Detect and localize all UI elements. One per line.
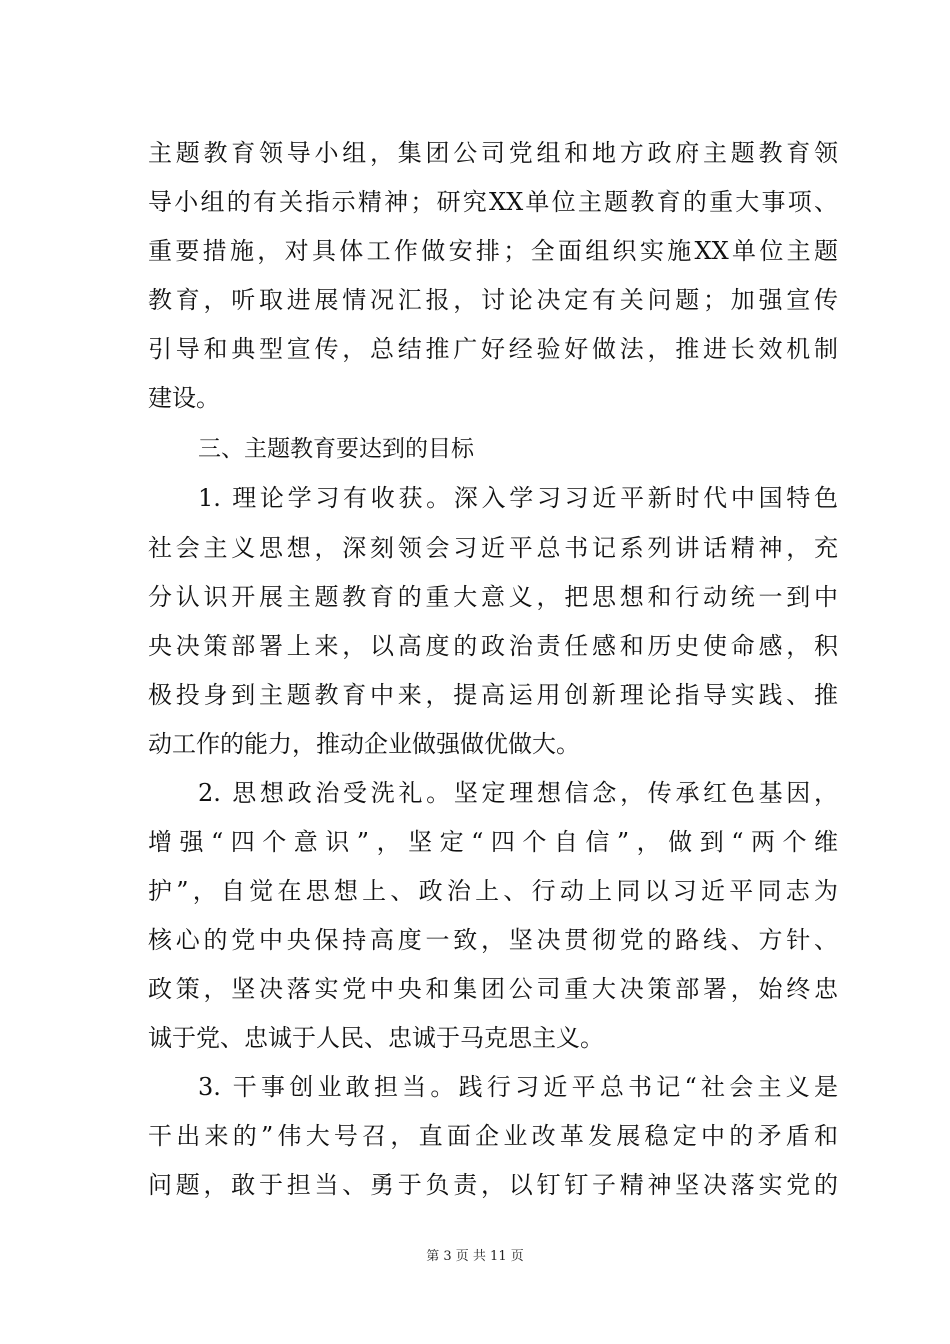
item-1-line-2: 社会主义思想，深刻领会习近平总书记系列讲话精神，充: [148, 534, 838, 562]
item-1-line-6: 动工作的能力，推动企业做强做优做大。: [148, 730, 580, 758]
item-1-line-3: 分认识开展主题教育的重大意义，把思想和行动统一到中: [148, 583, 838, 611]
section-heading: 三、主题教育要达到的目标: [198, 436, 474, 462]
paragraph-1-line-1: 主题教育领导小组，集团公司党组和地方政府主题教育领: [148, 139, 838, 167]
item-2-line-2: 增强“四个意识”，坚定“四个自信”，做到“两个维: [148, 828, 838, 856]
page-number-footer: 第 3 页 共 11 页: [426, 1249, 524, 1264]
paragraph-1-line-4: 教育，听取进展情况汇报，讨论决定有关问题；加强宣传: [148, 286, 838, 314]
paragraph-1-line-3: 重要措施，对具体工作做安排；全面组织实施XX单位主题: [148, 237, 838, 265]
item-3-line-2: 干出来的”伟大号召，直面企业改革发展稳定中的矛盾和: [148, 1122, 838, 1150]
item-2-line-4: 核心的党中央保持高度一致，坚决贯彻党的路线、方针、: [148, 926, 838, 954]
item-1-line-1: 1. 理论学习有收获。深入学习习近平新时代中国特色: [198, 484, 838, 512]
item-2-line-5: 政策，坚决落实党中央和集团公司重大决策部署，始终忠: [148, 975, 838, 1003]
paragraph-1-line-5: 引导和典型宣传，总结推广好经验好做法，推进长效机制: [148, 335, 838, 363]
item-1-line-4: 央决策部署上来，以高度的政治责任感和历史使命感，积: [148, 632, 838, 660]
item-3-line-1: 3. 干事创业敢担当。践行习近平总书记“社会主义是: [198, 1073, 838, 1101]
item-2-line-6: 诚于党、忠诚于人民、忠诚于马克思主义。: [148, 1024, 604, 1052]
paragraph-1-line-2: 导小组的有关指示精神；研究XX单位主题教育的重大事项、: [148, 188, 838, 216]
item-1-line-5: 极投身到主题教育中来，提高运用创新理论指导实践、推: [148, 681, 838, 709]
item-2-line-3: 护”，自觉在思想上、政治上、行动上同以习近平同志为: [148, 877, 838, 905]
item-3-line-3: 问题，敢于担当、勇于负责，以钉钉子精神坚决落实党的: [148, 1171, 838, 1199]
item-2-line-1: 2. 思想政治受洗礼。坚定理想信念，传承红色基因，: [198, 779, 838, 807]
paragraph-1-line-6: 建设。: [148, 384, 220, 412]
